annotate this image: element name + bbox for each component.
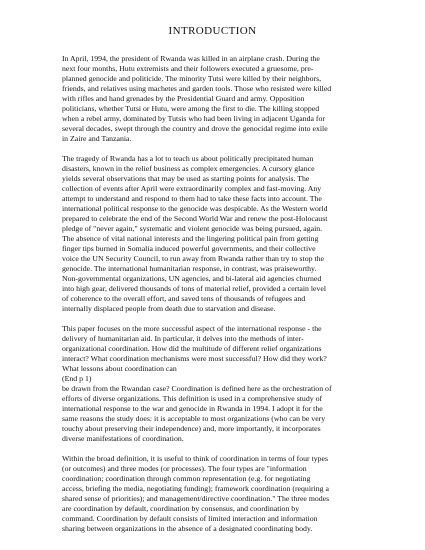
text-line: access, briefing the media, negotiating funding); framework coordination (requiring a	[62, 484, 329, 493]
text-line: international response to the war and genocide in Rwanda in 1994. I adopt it for the	[62, 404, 323, 413]
text-line: In April, 1994, the president of Rwanda was killed in an airplane crash. During the	[62, 54, 320, 63]
text-line: yields several observations that may be used as starting points for analysis. The	[62, 174, 310, 183]
text-line: Within the broad definition, it is useful to think of coordination in terms of four types	[62, 454, 329, 463]
text-line: (or outcomes) and three modes (or processes). The four types are "information	[62, 464, 307, 473]
text-line: attempt to understand and respond to them had to take these facts into account. The	[62, 194, 322, 203]
page-title: INTRODUCTION	[168, 25, 257, 37]
text-line: international political response to the genocide was despicable. As the Western world	[62, 204, 328, 213]
text-line: efforts of diverse organizations. This definition is used in a comprehensive study of	[62, 394, 323, 403]
text-line: several decades, swept through the country and drove the genocidal regime into exile	[62, 124, 328, 133]
text-line: collection of events after April were extraordinarily complex and fast-moving. Any	[62, 184, 322, 193]
text-line: friends, and relatives using machetes and garden tools. Those who resisted were killed	[62, 84, 332, 93]
text-line: sharing between organizations in the absence of a designated coordinating body.	[62, 524, 313, 533]
text-line: interact? What coordination mechanisms were most successful? How did they work?	[62, 354, 327, 363]
text-line: into high gear, delivered thousands of tons of material relief, provided a certain level	[62, 284, 327, 293]
text-line: same reasons the study does: it is acceptable to most organizations (who can be very	[62, 414, 326, 423]
text-line: voice the UN Security Council, to run away from Rwanda rather than try to stop the	[62, 254, 324, 263]
text-line: internally displaced people from death due to starvation and disease.	[62, 304, 276, 313]
text-line: are coordination by default, coordination by consensus, and coordination by	[62, 504, 300, 513]
text-line: The absence of vital national interests and the lingering political pain from getting	[62, 234, 319, 243]
text-line: organizational coordination. How did the multitude of different relief organizations	[62, 344, 322, 353]
text-line: coordination; coordination through common representation (e.g. for negotiating	[62, 474, 311, 483]
paragraph-2	[62, 154, 382, 314]
text-line: This paper focuses on the more successful aspect of the international response - the	[62, 324, 322, 333]
text-line: delivery of humanitarian aid. In particular, it delves into the methods of inter-	[62, 334, 304, 343]
text-line: shared sense of priorities); and management/directive coordination." The three modes	[62, 494, 330, 503]
text-line: What lessons about coordination can	[62, 364, 177, 373]
text-line: command. Coordination by default consists of limited interaction and information	[62, 514, 318, 523]
text-line: of coherence to the overall effort, and saved tens of thousands of refugees and	[62, 294, 306, 303]
text-line: be drawn from the Rwandan case? Coordination is defined here as the orchestration of	[62, 384, 332, 393]
text-line: next four months, Hutu extremists and their followers executed a gruesome, pre-	[62, 64, 314, 73]
text-line: prepared to celebrate the end of the Second World War and renew the post-Holocaust	[62, 214, 328, 223]
paragraph-1	[62, 54, 382, 144]
text-line: in Zaire and Tanzania.	[62, 134, 132, 143]
text-line: pledge of "never again," systematic and violent genocide was being pursued, again.	[62, 224, 323, 233]
text-line: Non-governmental organizations, UN agencies, and bi-lateral aid agencies churned	[62, 274, 322, 283]
text-line: (End p 1)	[62, 374, 92, 383]
text-line: planned genocide and politicide. The minority Tutsi were killed by their neighbors,	[62, 74, 322, 83]
text-line: finger tips burned in Somalia induced powerful governments, and their collective	[62, 244, 316, 253]
paragraph-4	[62, 454, 382, 534]
text-line: genocide. The international humanitarian response, in contrast, was praiseworthy.	[62, 264, 317, 273]
text-line: disasters, known in the relief business as complex emergencies. A cursory glance	[62, 164, 315, 173]
text-line: The tragedy of Rwanda has a lot to teach us about politically precipitated human	[62, 154, 314, 163]
document-body	[62, 54, 382, 534]
text-line: when a rebel army, dominated by Tutsis who had been living in adjacent Uganda for	[62, 114, 326, 123]
text-line: diverse manifestations of coordination.	[62, 434, 184, 443]
text-line: politicians, whether Tutsi or Hutu, were among the first to die. The killing stopped	[62, 104, 320, 113]
text-line: touchy about preserving their independence) and, more importantly, it incorporates	[62, 424, 321, 433]
paragraph-3	[62, 324, 382, 444]
text-line: with rifles and hand grenades by the Presidential Guard and army. Opposition	[62, 94, 305, 103]
